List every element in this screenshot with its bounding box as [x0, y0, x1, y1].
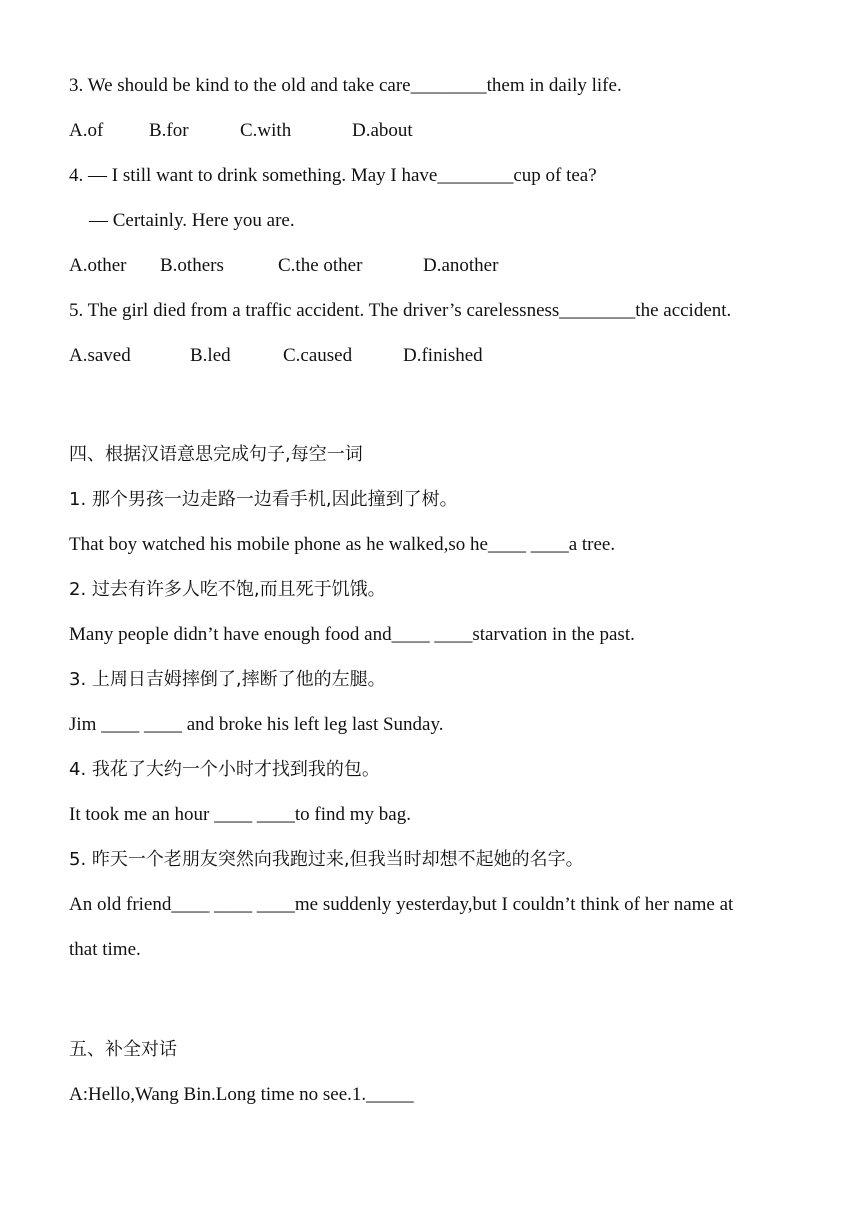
- option-c: C.caused: [283, 345, 353, 366]
- option-a: A.other: [69, 255, 127, 276]
- option-d: D.about: [352, 120, 413, 141]
- option-b: B.for: [149, 120, 189, 141]
- question-5-stem: 5. The girl died from a traffic accident. The driver’s carelessness________the accident.: [69, 300, 732, 321]
- section-4-item-5-english: An old friend____ ____ ____me suddenly yesterday,but I couldn’t think of her name at: [69, 894, 734, 915]
- option-d: D.another: [423, 255, 499, 276]
- section-4-item-4-english: It took me an hour ____ ____to find my bag.: [69, 804, 411, 825]
- section-4-item-5-chinese: 5. 昨天一个老朋友突然向我跑过来,但我当时却想不起她的名字。: [69, 849, 584, 870]
- question-4-reply: — Certainly. Here you are.: [89, 210, 295, 231]
- question-3-stem: 3. We should be kind to the old and take care________them in daily life.: [69, 75, 622, 96]
- option-b: B.led: [190, 345, 231, 366]
- dialogue-line-1: A:Hello,Wang Bin.Long time no see.1._____: [69, 1084, 414, 1105]
- section-4-item-5-english-continued: that time.: [69, 939, 141, 960]
- section-4-item-1-english: That boy watched his mobile phone as he walked,so he____ ____a tree.: [69, 534, 616, 555]
- section-4-item-4-chinese: 4. 我花了大约一个小时才找到我的包。: [69, 759, 380, 780]
- section-4-item-1-chinese: 1. 那个男孩一边走路一边看手机,因此撞到了树。: [69, 489, 458, 510]
- section-4-item-3-chinese: 3. 上周日吉姆摔倒了,摔断了他的左腿。: [69, 669, 386, 690]
- section-4-item-2-english: Many people didn’t have enough food and____ ____starvation in the past.: [69, 624, 635, 645]
- option-c: C.with: [240, 120, 292, 141]
- option-a: A.of: [69, 120, 104, 141]
- option-d: D.finished: [403, 345, 483, 366]
- option-b: B.others: [160, 255, 224, 276]
- question-4-stem: 4. — I still want to drink something. May I have________cup of tea?: [69, 165, 597, 186]
- section-4-item-3-english: Jim ____ ____ and broke his left leg last Sunday.: [69, 714, 444, 735]
- option-c: C.the other: [278, 255, 363, 276]
- section-5-heading: 五、补全对话: [69, 1039, 177, 1060]
- section-4-heading: 四、根据汉语意思完成句子,每空一词: [69, 444, 363, 465]
- section-4-item-2-chinese: 2. 过去有许多人吃不饱,而且死于饥饿。: [69, 579, 386, 600]
- option-a: A.saved: [69, 345, 131, 366]
